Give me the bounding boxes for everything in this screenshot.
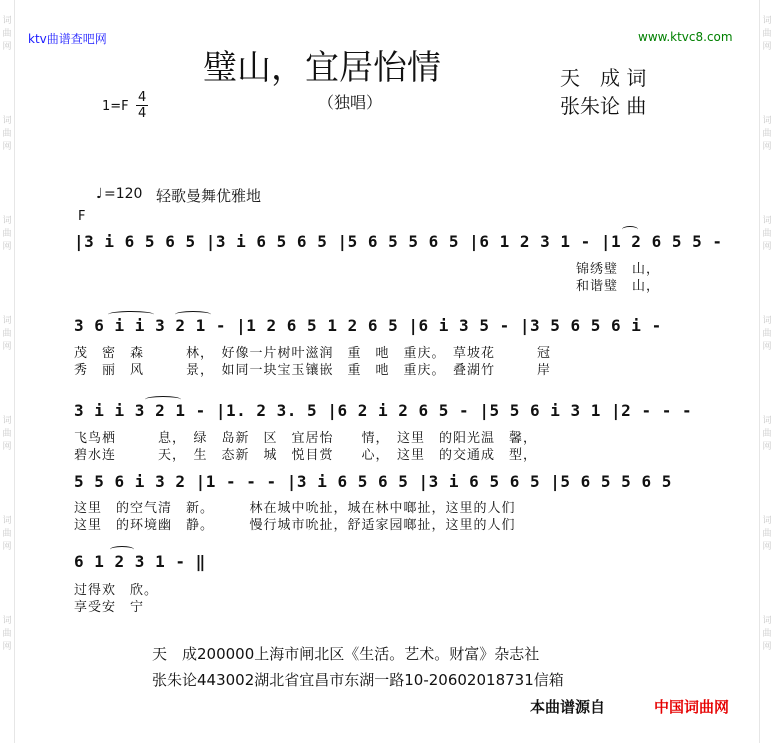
key-signature: 1=F [102, 99, 129, 114]
left-watermark-strip [0, 0, 15, 743]
watermark-glyph: 词 [2, 216, 12, 226]
composer: 张朱论 曲 [560, 94, 647, 118]
watermark-glyph: 词 [762, 16, 772, 26]
lyric-line-1a: 锦绣璧 山， [576, 262, 661, 277]
right-watermark-strip [759, 0, 774, 743]
composer-address: 张朱论443002湖北省宜昌市东湖一路10-20602018731信箱 [152, 671, 564, 689]
watermark-glyph: 曲 [2, 529, 12, 539]
watermark-glyph: 曲 [762, 529, 772, 539]
lyric-line-5b: 享受安 宁 [74, 600, 145, 615]
lyric-line-3a: 飞鸟栖 息， 绿 岛新 区 宜居怡 情， 这里 的阳光温 馨， [74, 431, 538, 446]
score-line-1: |3 i 6 5 6 5 |3 i 6 5 6 5 |5 6 5 5 6 5 |6 1 2 3 1 - |1 2 6 5 5 - [74, 232, 723, 251]
watermark-glyph: 词 [762, 316, 772, 326]
source-label: 本曲谱源自 [530, 698, 606, 716]
lyric-line-1b: 和谐璧 山， [576, 279, 661, 294]
watermark-glyph: 网 [2, 442, 12, 452]
lyricist-address: 天 成200000上海市闸北区《生活。艺术。财富》杂志社 [152, 645, 540, 663]
expression-marking: 轻歌曼舞优雅地 [156, 187, 262, 205]
watermark-glyph: 网 [762, 42, 772, 52]
watermark-glyph: 词 [762, 216, 772, 226]
tempo-note-icon: ♩ [96, 186, 103, 202]
watermark-glyph: 曲 [762, 429, 772, 439]
tempo-marking: =120 [104, 186, 143, 202]
watermark-glyph: 网 [2, 342, 12, 352]
watermark-glyph: 词 [2, 416, 12, 426]
watermark-glyph: 网 [2, 642, 12, 652]
watermark-glyph: 网 [762, 142, 772, 152]
watermark-glyph: 曲 [2, 329, 12, 339]
watermark-glyph: 词 [762, 616, 772, 626]
watermark-glyph: 词 [2, 616, 12, 626]
watermark-glyph: 网 [2, 42, 12, 52]
lyric-line-5a: 过得欢 欣。 [74, 583, 159, 598]
lyricist: 天 成 词 [560, 66, 647, 90]
watermark-glyph: 曲 [2, 129, 12, 139]
score-line-4: 5 5 6 i 3 2 |1 - - - |3 i 6 5 6 5 |3 i 6 5 6 5 |5 6 5 5 6 5 [74, 472, 672, 491]
watermark-glyph: 网 [762, 442, 772, 452]
watermark-glyph: 词 [2, 116, 12, 126]
right-site-link[interactable]: www.ktvc8.com [638, 30, 733, 44]
watermark-glyph: 网 [762, 342, 772, 352]
lyric-line-3b: 碧水连 天， 生 态新 城 悦目赏 心， 这里 的交通成 型， [74, 448, 538, 463]
watermark-glyph: 词 [762, 116, 772, 126]
chord-symbol: F [78, 209, 86, 224]
time-signature-rule [136, 105, 148, 106]
lyric-line-4b: 这里 的环境幽 静。 慢行城市吮扯，舒适家园啷扯，这里的人们 [74, 518, 516, 533]
watermark-glyph: 网 [762, 242, 772, 252]
song-title: 璧山，宜居怡情 [203, 48, 441, 88]
lyric-line-2b: 秀 丽 风 景， 如同一块宝玉镶嵌 重 吔 重庆。 叠湖竹 岸 [74, 363, 552, 378]
score-line-2: 3 6 i i 3 2 1 - |1 2 6 5 1 2 6 5 |6 i 3 5 - |3 5 6 5 6 i - [74, 316, 662, 335]
watermark-glyph: 网 [762, 542, 772, 552]
slur [622, 226, 638, 233]
watermark-glyph: 曲 [2, 629, 12, 639]
watermark-glyph: 曲 [762, 329, 772, 339]
left-site-link[interactable]: ktv曲谱查吧网 [28, 32, 107, 46]
watermark-glyph: 曲 [2, 229, 12, 239]
watermark-glyph: 曲 [762, 29, 772, 39]
watermark-glyph: 网 [2, 242, 12, 252]
watermark-glyph: 曲 [2, 429, 12, 439]
watermark-glyph: 曲 [2, 29, 12, 39]
lyric-line-2a: 茂 密 森 林， 好像一片树叶滋润 重 吔 重庆。 草坡花 冠 [74, 346, 552, 361]
watermark-glyph: 词 [762, 516, 772, 526]
watermark-glyph: 词 [2, 516, 12, 526]
watermark-glyph: 网 [762, 642, 772, 652]
song-subtitle: （独唱） [318, 93, 383, 112]
watermark-glyph: 曲 [762, 629, 772, 639]
source-site-link[interactable]: 中国词曲网 [654, 698, 730, 716]
watermark-glyph: 词 [2, 316, 12, 326]
watermark-glyph: 网 [2, 142, 12, 152]
time-signature-bottom: 4 [138, 106, 147, 121]
watermark-glyph: 曲 [762, 229, 772, 239]
watermark-glyph: 词 [2, 16, 12, 26]
lyric-line-4a: 这里 的空气清 新。 林在城中吮扯，城在林中啷扯，这里的人们 [74, 501, 516, 516]
score-line-3: 3 i i 3 2 1 - |1. 2 3. 5 |6 2 i 2 6 5 - |5 5 6 i 3 1 |2 - - - [74, 401, 693, 420]
time-signature-top: 4 [138, 90, 147, 105]
watermark-glyph: 曲 [762, 129, 772, 139]
watermark-glyph: 词 [762, 416, 772, 426]
watermark-glyph: 网 [2, 542, 12, 552]
score-line-5: 6 1 2 3 1 - ‖ [74, 552, 206, 571]
